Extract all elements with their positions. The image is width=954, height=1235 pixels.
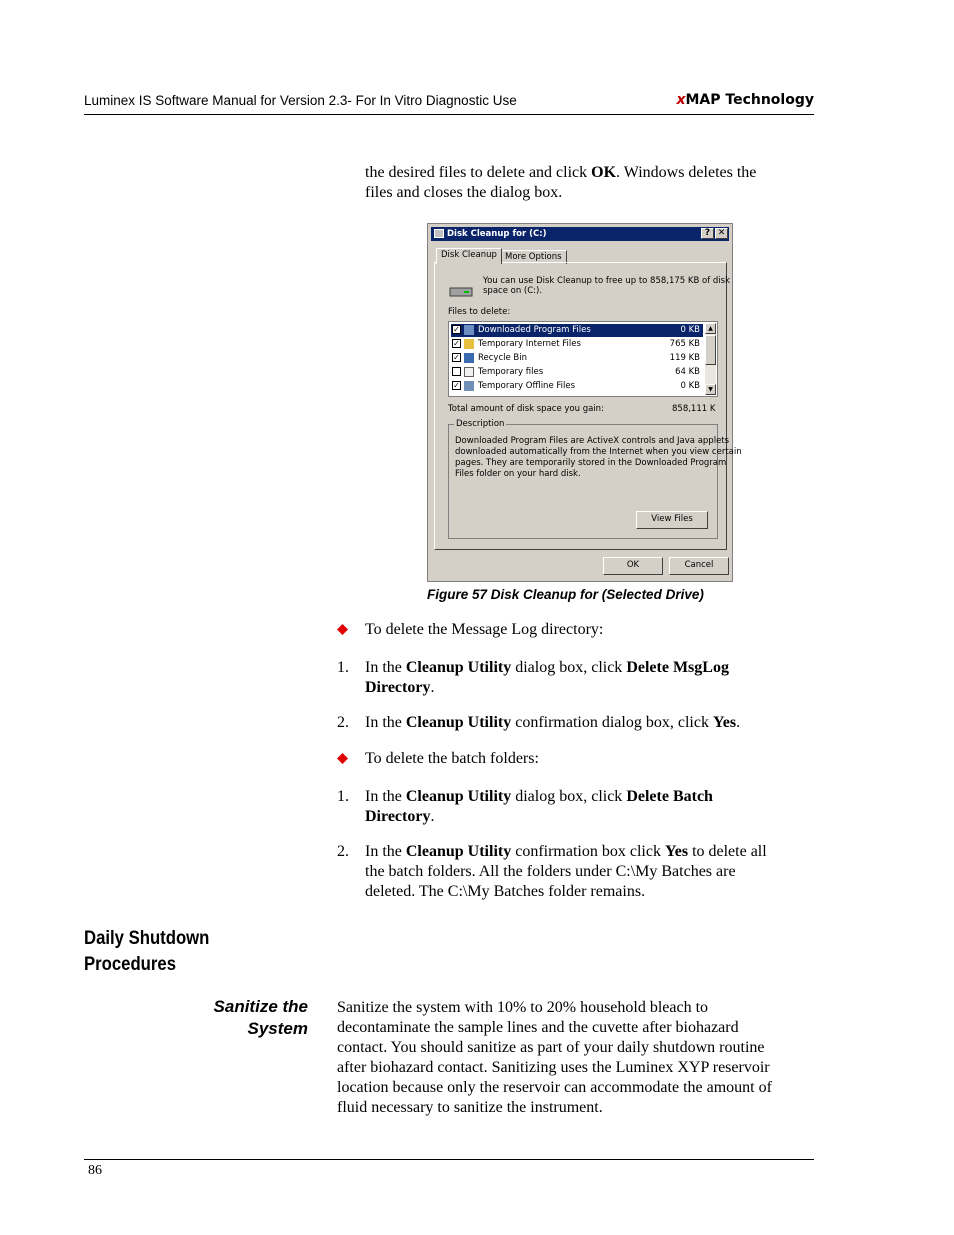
figure-caption: Figure 57 Disk Cleanup for (Selected Drive) <box>427 587 704 602</box>
msglog-step-1 <box>365 658 729 698</box>
section-title-line: Procedures <box>84 954 177 975</box>
header-brand <box>676 92 814 108</box>
description-label: Description <box>456 419 505 429</box>
description-line: Files folder on your hard disk. <box>455 469 581 479</box>
step-text: In the <box>365 843 406 860</box>
paragraph-line: Sanitize the system with 10% to 20% household bleach to <box>337 999 709 1016</box>
batch-bullet-text: To delete the batch folders: <box>365 750 539 767</box>
checkbox[interactable] <box>452 367 461 376</box>
step-text: dialog box, click <box>511 788 627 805</box>
offline-files-icon <box>464 381 474 391</box>
step-text: In the <box>365 788 406 805</box>
step-text: deleted. The C:\My Batches folder remains. <box>365 883 646 900</box>
list-item[interactable] <box>451 366 703 379</box>
close-button[interactable]: ✕ <box>715 228 728 239</box>
batch-step-2 <box>365 842 767 902</box>
info-text-2: space on (C:). <box>483 286 543 296</box>
scroll-up-icon[interactable]: ▲ <box>705 323 716 334</box>
list-item[interactable] <box>451 324 703 337</box>
step-bold: Delete MsgLog <box>626 659 729 676</box>
diamond-bullet-icon <box>337 624 348 635</box>
checkbox[interactable]: ✓ <box>453 325 460 334</box>
step-bold: Cleanup Utility <box>405 788 512 805</box>
step-bold: Directory <box>365 808 431 825</box>
description-line: Downloaded Program Files are ActiveX controls and Java applets <box>455 436 730 446</box>
section-title <box>84 926 209 978</box>
paragraph-line: after biohazard contact. Sanitizing uses the Luminex XYP reservoir <box>337 1059 770 1076</box>
scroll-down-icon[interactable]: ▼ <box>705 384 716 395</box>
total-value: 858,111 K <box>672 404 716 414</box>
info-text-1: You can use Disk Cleanup to free up to 858,175 KB of disk <box>483 276 731 286</box>
step-bold: Directory <box>365 679 431 696</box>
msglog-step-2 <box>365 713 740 733</box>
tab-disk-cleanup[interactable]: Disk Cleanup <box>436 248 502 264</box>
list-item[interactable] <box>451 338 703 351</box>
view-files-button[interactable]: View Files <box>636 511 708 529</box>
files-list[interactable] <box>448 321 718 397</box>
paragraph-line: contact. You should sanitize as part of your daily shutdown routine <box>337 1039 765 1056</box>
hard-drive-icon <box>449 286 473 298</box>
step-number: 1. <box>337 659 349 676</box>
section-title-line: Daily Shutdown <box>84 928 210 949</box>
step-bold: Cleanup Utility <box>405 714 512 731</box>
list-item[interactable] <box>451 352 703 365</box>
scroll-thumb[interactable] <box>705 335 716 365</box>
checkbox[interactable]: ✓ <box>453 339 460 348</box>
subsection-title-line: Sanitize the <box>213 997 308 1016</box>
intro-paragraph <box>365 163 756 203</box>
file-name: Temporary Offline Files <box>478 381 576 391</box>
step-text: In the <box>365 659 406 676</box>
paragraph-line: decontaminate the sample lines and the cuvette after biohazard <box>337 1019 739 1036</box>
ok-button[interactable]: OK <box>603 557 663 575</box>
list-item[interactable] <box>451 380 703 393</box>
brand-x: x <box>676 92 686 108</box>
step-text: confirmation box click <box>511 843 665 860</box>
file-name: Temporary files <box>478 367 544 377</box>
footer-rule <box>84 1159 814 1160</box>
diamond-bullet-icon <box>337 753 348 764</box>
checkbox[interactable]: ✓ <box>453 353 460 362</box>
step-text: . <box>736 714 741 731</box>
paragraph-line: fluid necessary to sanitize the instrument. <box>337 1099 603 1116</box>
disk-cleanup-dialog <box>427 223 742 582</box>
intro-text: . Windows deletes the <box>616 164 757 181</box>
dialog-title: Disk Cleanup for (C:) <box>447 229 547 239</box>
intro-text: the desired files to delete and click <box>365 164 592 181</box>
step-text: confirmation dialog box, click <box>511 714 713 731</box>
step-bold: Delete Batch <box>626 788 713 805</box>
step-text: the batch folders. All the folders under C:\My Batches are <box>365 863 736 880</box>
description-group <box>448 419 742 539</box>
cancel-button[interactable]: Cancel <box>669 557 729 575</box>
brand-rest: MAP Technology <box>685 92 814 108</box>
file-name: Recycle Bin <box>478 353 528 363</box>
file-name: Temporary Internet Files <box>478 339 581 349</box>
recycle-bin-icon <box>464 353 474 363</box>
file-size: 64 KB <box>675 367 700 377</box>
checkbox[interactable]: ✓ <box>453 381 460 390</box>
list-scrollbar[interactable] <box>705 323 716 395</box>
file-size: 765 KB <box>669 339 700 349</box>
description-line: pages. They are temporarily stored in the Downloaded Program <box>455 458 727 468</box>
step-number: 1. <box>337 788 349 805</box>
folder-icon <box>464 325 474 335</box>
step-text: to delete all <box>688 843 767 860</box>
intro-ok: OK <box>591 164 617 181</box>
step-text: dialog box, click <box>511 659 627 676</box>
description-line: downloaded automatically from the Internet when you view certain <box>455 447 742 457</box>
step-text: . <box>430 808 435 825</box>
step-bold: Yes <box>712 714 737 731</box>
intro-text: files and closes the dialog box. <box>365 184 563 201</box>
file-size: 0 KB <box>680 381 700 391</box>
page-number: 86 <box>88 1163 102 1178</box>
step-number: 2. <box>337 714 349 731</box>
drive-icon <box>434 229 444 238</box>
tab-more-options[interactable]: More Options <box>500 250 567 264</box>
msglog-bullet-text: To delete the Message Log directory: <box>365 621 604 638</box>
page-header <box>84 92 814 115</box>
step-text: In the <box>365 714 406 731</box>
total-label: Total amount of disk space you gain: <box>448 404 604 414</box>
step-bold: Yes <box>664 843 689 860</box>
subsection-title <box>214 996 308 1040</box>
header-manual-title: Luminex IS Software Manual for Version 2.3- For In Vitro Diagnostic Use <box>84 93 517 108</box>
dialog-titlebar <box>431 227 729 241</box>
subsection-title-line: System <box>247 1019 308 1038</box>
step-number: 2. <box>337 843 349 860</box>
paragraph-line: location because only the reservoir can accommodate the amount of <box>337 1079 772 1096</box>
sanitize-paragraph <box>337 998 772 1118</box>
step-bold: Cleanup Utility <box>405 659 512 676</box>
document-icon <box>464 367 474 377</box>
batch-step-1 <box>365 787 713 827</box>
file-size: 119 KB <box>669 353 700 363</box>
lock-icon <box>464 339 474 349</box>
file-size: 0 KB <box>680 325 700 335</box>
file-name: Downloaded Program Files <box>478 325 591 335</box>
files-to-delete-label: Files to delete: <box>448 307 511 317</box>
step-bold: Cleanup Utility <box>405 843 512 860</box>
step-text: . <box>430 679 435 696</box>
help-button[interactable]: ? <box>701 228 714 239</box>
